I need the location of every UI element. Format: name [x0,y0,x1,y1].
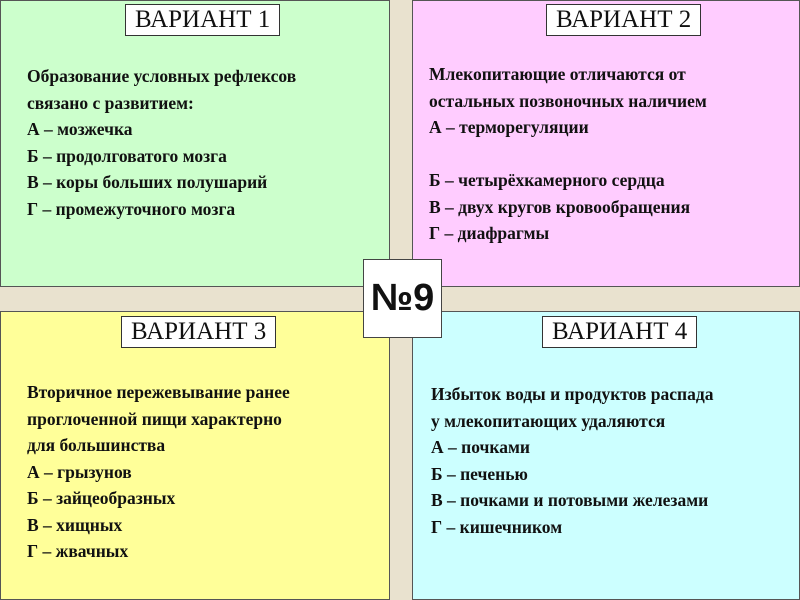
variant-4-option-d: Г – кишечником [431,516,563,537]
variant-3-question-line: Вторичное пережевывание ранее [27,382,290,402]
variant-1-option-b: Б – продолговатого мозга [27,145,227,166]
variant-2-option-d: Г – диафрагмы [429,223,550,243]
variant-1-question-line: Образование условных рефлексов [27,66,297,86]
variant-3-option-a: А – грызунов [27,461,132,482]
variant-1-option-c: В – коры больших полушарий [27,172,268,192]
variant-4-text [431,381,789,540]
variant-3-option-b: Б – зайцеобразных [27,488,176,508]
variant-4-option-c: В – почками и потовыми железами [431,490,709,510]
variant-4-option-b: Б – печенью [431,463,528,484]
variant-1-option-d: Г – промежуточного мозга [27,198,236,219]
variant-1-text [27,63,379,222]
variant-4-title: ВАРИАНТ 4 [542,316,697,348]
variant-2-question-line: остальных позвоночных наличием [429,90,707,111]
variant-4-option-a: А – почками [431,437,530,457]
variant-4-panel [412,311,800,600]
variant-2-panel [412,0,800,287]
variant-2-option-c: В – двух кругов кровообращения [429,196,691,217]
variant-3-text [27,379,379,565]
variant-3-title: ВАРИАНТ 3 [121,316,276,348]
variant-4-question-line: Избыток воды и продуктов распада [431,384,714,404]
variant-3-question-line: проглоченной пищи характерно [27,408,282,429]
variant-3-question-line: для большинства [27,435,166,455]
variant-2-text [429,61,789,247]
variant-3-option-d: Г – жвачных [27,541,129,561]
variant-2-question-line: Млекопитающие отличаются от [429,64,686,84]
variant-1-question-line: связано с развитием: [27,92,194,113]
variant-1-title: ВАРИАНТ 1 [125,4,280,36]
variant-3-option-c: В – хищных [27,514,123,535]
variant-2-title: ВАРИАНТ 2 [546,4,701,36]
spacer [429,141,789,168]
variant-3-panel [0,311,390,600]
variant-1-option-a: А – мозжечка [27,119,133,139]
task-number-badge: №9 [363,259,442,338]
variant-2-option-b: Б – четырёхкамерного сердца [429,170,665,190]
variant-2-option-a: А – терморегуляции [429,117,589,137]
variant-4-question-line: у млекопитающих удаляются [431,410,666,431]
variant-1-panel [0,0,390,287]
